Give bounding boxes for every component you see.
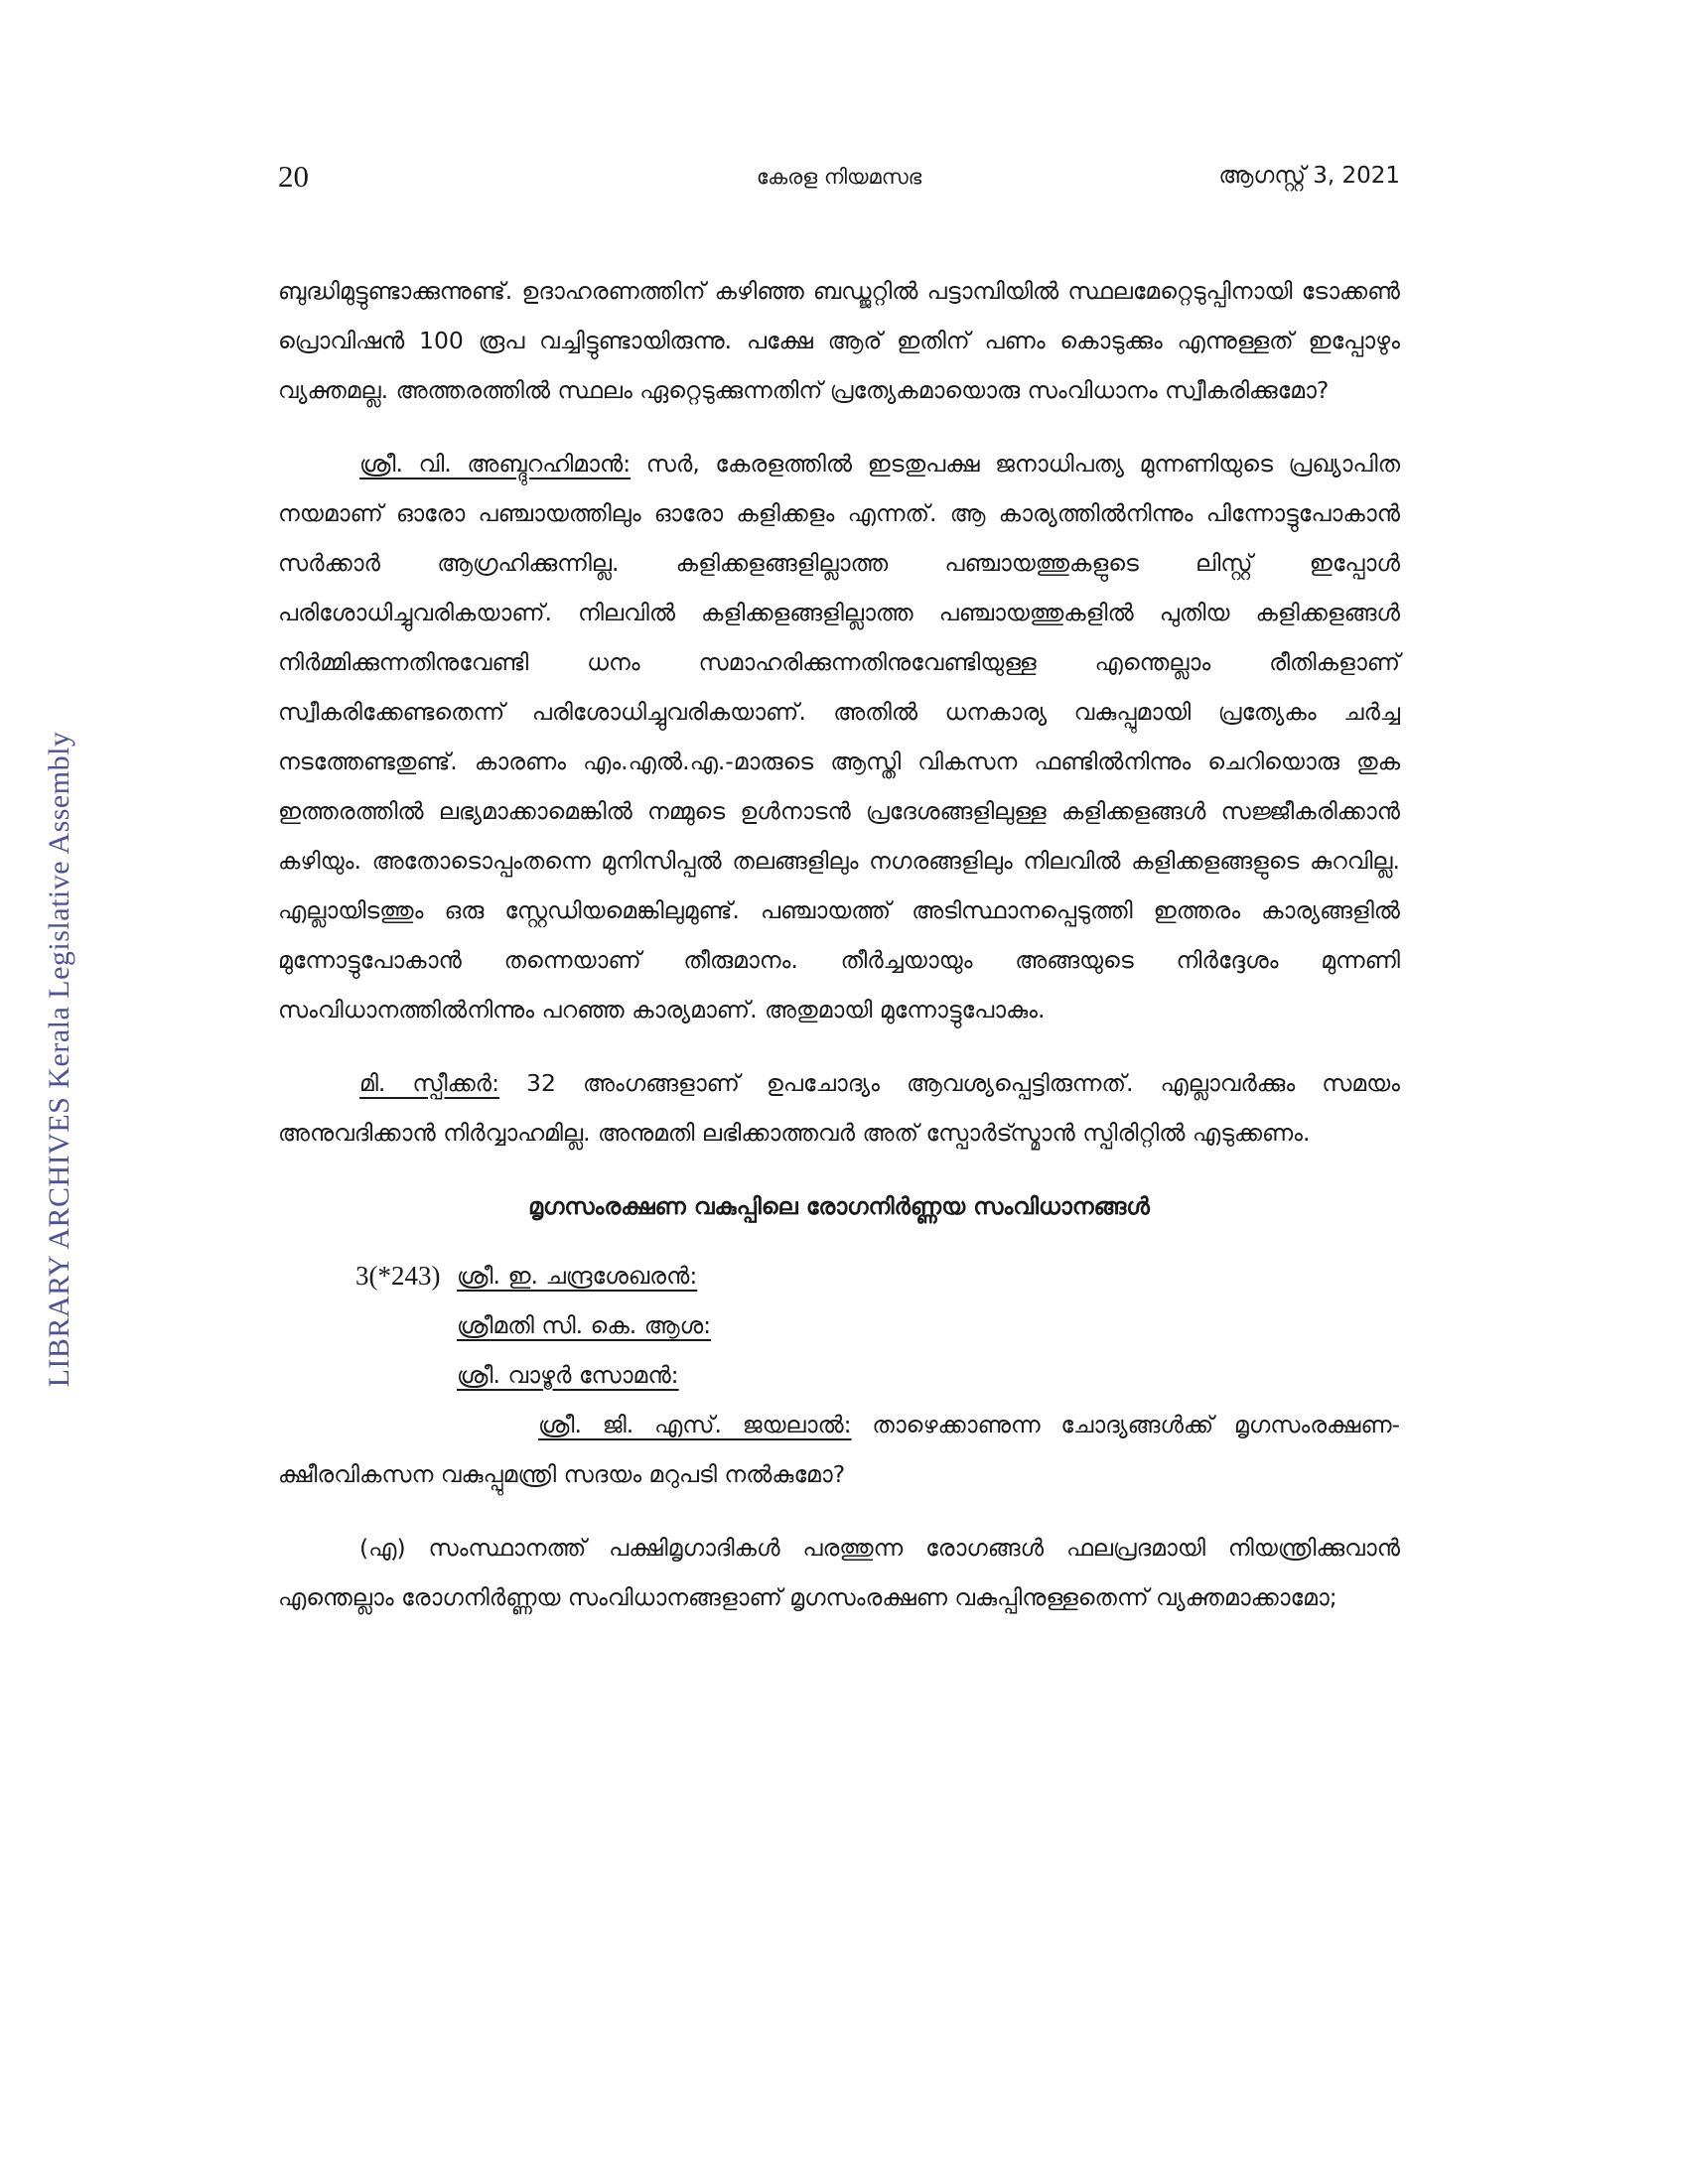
member-name: ശ്രീ. വാഴൂർ സോമൻ: [457,1361,679,1389]
member-name: ശ്രീ. ഇ. ചന്ദ്രശേഖരൻ: [457,1262,698,1290]
archive-watermark: LIBRARY ARCHIVES Kerala Legislative Assembly [43,731,75,1388]
header-title: കേരള നിയമസഭ [756,165,922,189]
section-title: മൃഗസംരക്ഷണ വകുപ്പിലെ രോഗനിർണ്ണയ സംവിധാനങ്ങൾ [528,1192,1150,1220]
paragraph-text: (എ) സംസ്ഥാനത്ത് പക്ഷിമൃഗാദികൾ പരത്തുന്ന രോഗങ്ങൾ ഫലപ്രദമായി നിയന്ത്രിക്കുവാൻ എന്തെല്ലാം രോഗനിർണ്ണയ സംവിധാനങ്ങളാണ് മൃഗസംരക്ഷണ വകുപ്പിനുള്ളതെന്ന് വ്യക്തമാക്കാമോ; [278,1534,1400,1611]
paragraph-text: താഴെക്കാണുന്ന ചോദ്യങ്ങൾക്ക് മൃഗസംരക്ഷണ-ക്ഷീരവികസന വകുപ്പുമന്ത്രി സദയം മറുപടി നൽകുമോ? [278,1411,1400,1488]
speaker-name: മി. സ്പീക്കർ: [359,1069,500,1097]
question-member-row [278,1350,1400,1400]
question-block [278,1251,1400,1499]
question-number: 3(*243) [355,1261,441,1291]
member-name: ശ്രീ. ജി. എസ്. ജയലാൽ: [538,1411,852,1438]
member-name: ശ്രീമതി സി. കെ. ആശ: [457,1311,712,1339]
page-number: 20 [278,159,309,194]
paragraph-sub-question-a [278,1523,1400,1622]
page-header [278,159,1400,203]
speaker-name: ശ്രീ. വി. അബ്ദുറഹിമാൻ: [359,450,632,478]
paragraph-text: സർ, കേരളത്തിൽ ഇടതുപക്ഷ ജനാധിപത്യ മുന്നണിയുടെ പ്രഖ്യാപിത നയമാണ് ഓരോ പഞ്ചായത്തിലും ഓരോ കളിക്കളം എന്നത്. ആ കാര്യത്തിൽനിന്നും പിന്നോട്ടുപോകാൻ സർക്കാർ ആഗ്രഹിക്കുന്നില്ല. കളിക്കളങ്ങളില്ലാത്ത പഞ്ചായത്തുകളുടെ ലിസ്റ്റ് ഇപ്പോൾ പരിശോധിച്ചുവരികയാണ്. നിലവിൽ കളിക്കളങ്ങളില്ലാത്ത പഞ്ചായത്തുകളിൽ പുതിയ കളിക്കളങ്ങൾ നിർമ്മിക്കുന്നതിനുവേണ്ടി ധനം സമാഹരിക്കുന്നതിനുവേണ്ടിയുള്ള എന്തെല്ലാം രീതികളാണ് സ്വീകരിക്കേണ്ടതെന്ന് പരിശോധിച്ചുവരികയാണ്. അതിൽ ധനകാര്യ വകുപ്പുമായി പ്രത്യേകം ചർച്ച നടത്തേണ്ടതുണ്ട്. കാരണം എം.എൽ.എ.-മാരുടെ ആസ്തി വികസന ഫണ്ടിൽനിന്നും ചെറിയൊരു തുക ഇത്തരത്തിൽ ലഭ്യമാക്കാമെങ്കിൽ നമ്മുടെ ഉൾനാടൻ പ്രദേശങ്ങളിലുള്ള കളിക്കളങ്ങൾ സജ്ജീകരിക്കാൻ കഴിയും. അതോടൊപ്പംതന്നെ മുനിസിപ്പൽ തലങ്ങളിലും നഗരങ്ങളിലും നിലവിൽ കളിക്കളങ്ങളുടെ കുറവില്ല. എല്ലായിടത്തും ഒരു സ്റ്റേഡിയമെങ്കിലുമുണ്ട്. പഞ്ചായത്ത് അടിസ്ഥാനപ്പെടുത്തി ഇത്തരം കാര്യങ്ങളിൽ മുന്നോട്ടുപോകാൻ തന്നെയാണ് തീരുമാനം. തീർച്ചയായും അങ്ങയുടെ നിർദ്ദേശം മുന്നണി സംവിധാനത്തിൽനിന്നും പറഞ്ഞ കാര്യമാണ്. അതുമായി മുന്നോട്ടുപോകും. [278,450,1400,1024]
paragraph-question-continuation [278,266,1400,415]
paragraph-minister-answer [278,439,1400,1034]
paragraph-text: 32 അംഗങ്ങളാണ് ഉപചോദ്യം ആവശ്യപ്പെട്ടിരുന്നത്. എല്ലാവർക്കും സമയം അനുവദിക്കാൻ നിർവ്വാഹമില്ല. അനുമതി ലഭിക്കാത്തവർ അത് സ്പോർട്സ്മാൻ സ്പിരിറ്റിൽ എടുക്കണം. [278,1069,1400,1147]
paragraph-speaker-remark [278,1058,1400,1158]
question-member-row [278,1300,1400,1350]
paragraph-text: ബുദ്ധിമുട്ടുണ്ടാക്കുന്നുണ്ട്. ഉദാഹരണത്തിന് കഴിഞ്ഞ ബഡ്ജറ്റിൽ പട്ടാമ്പിയിൽ സ്ഥലമേറ്റെടുപ്പിനായി ടോക്കൺ പ്രൊവിഷൻ 100 രൂപ വച്ചിട്ടുണ്ടായിരുന്നു. പക്ഷേ ആര് ഇതിന് പണം കൊടുക്കും എന്നുള്ളത് ഇപ്പോഴും വ്യക്തമല്ല. അത്തരത്തിൽ സ്ഥലം ഏറ്റെടുക്കുന്നതിന് പ്രത്യേകമായൊരു സംവിധാനം സ്വീകരിക്കുമോ? [278,277,1400,404]
question-text [278,1400,1400,1499]
document-body [278,266,1400,1646]
header-date: ആഗസ്റ്റ് 3, 2021 [1218,163,1400,189]
question-member-row [278,1251,1400,1300]
